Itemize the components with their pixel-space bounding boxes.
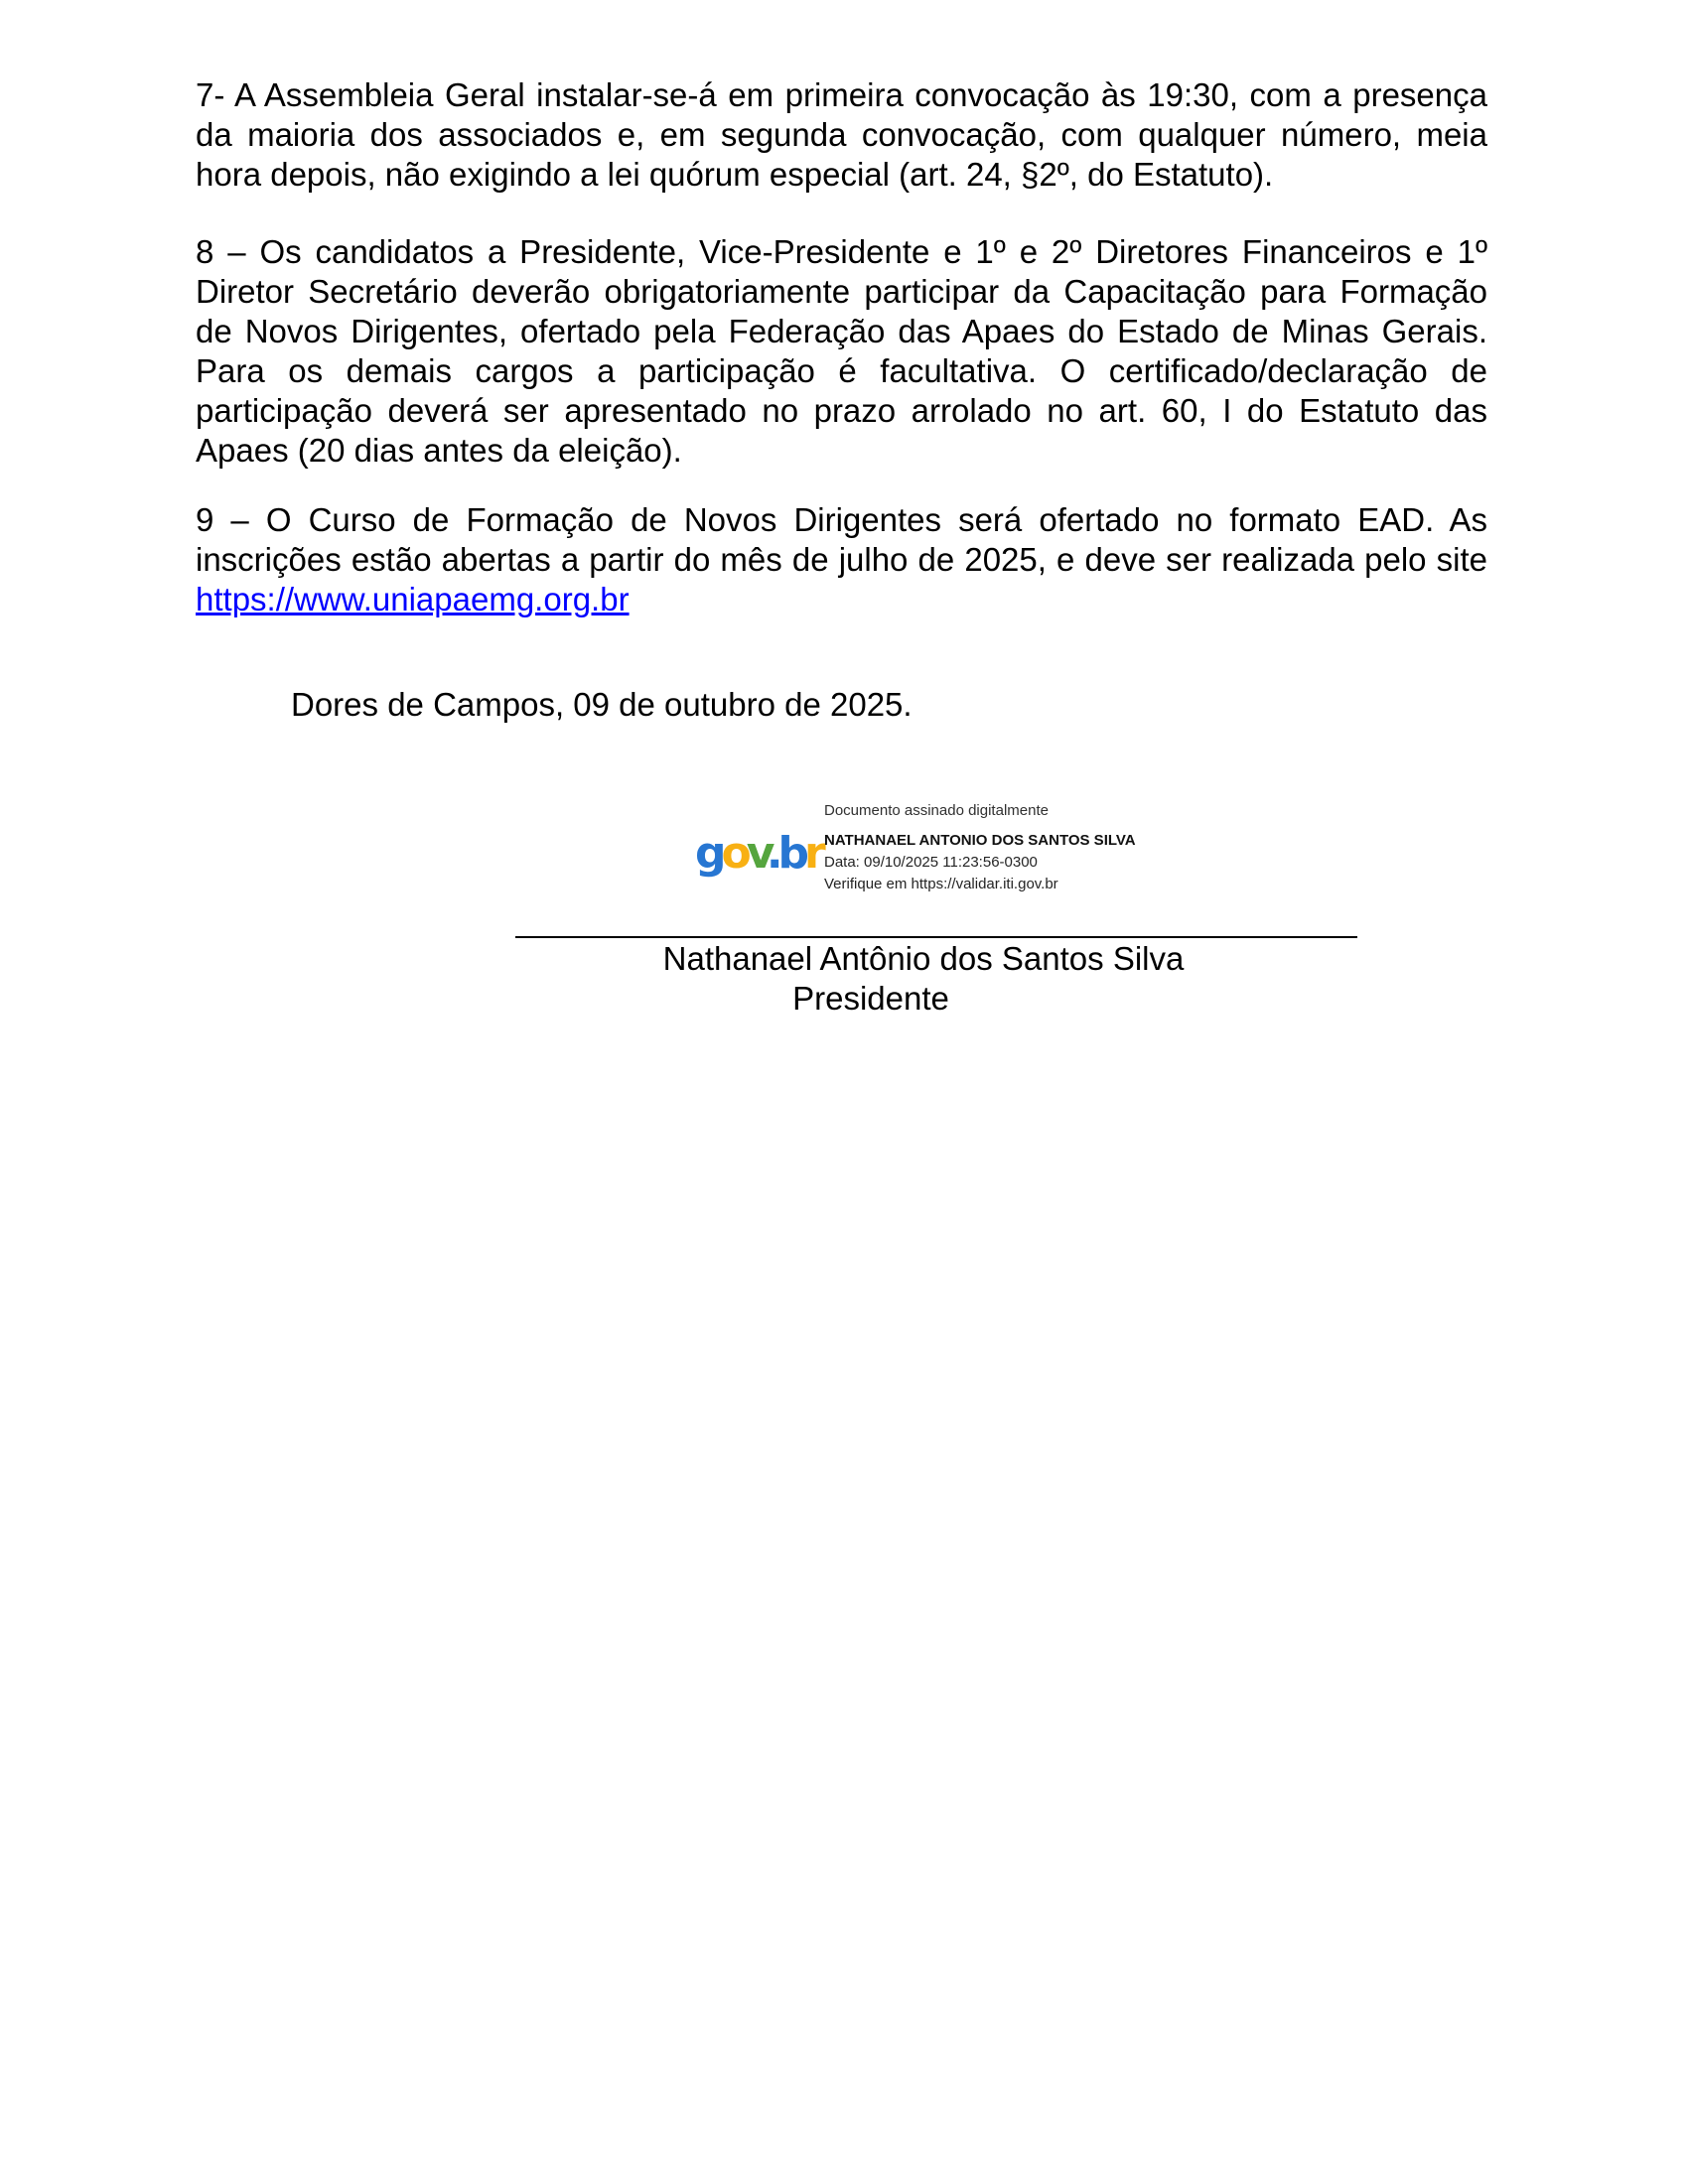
- stamp-details: [824, 830, 1136, 895]
- govbr-logo-letter: o: [721, 828, 747, 879]
- signer-role: Presidente: [792, 980, 949, 1017]
- govbr-logo-letter: b: [777, 828, 805, 879]
- signer-name: Nathanael Antônio dos Santos Silva: [662, 940, 1185, 977]
- date-place-line: Dores de Campos, 09 de outubro de 2025.: [291, 686, 913, 723]
- govbr-logo-letter: r: [804, 828, 821, 879]
- govbr-logo: [695, 828, 821, 879]
- paragraph-8: 8 – Os candidatos a Presidente, Vice-Presidente e 1º e 2º Diretores Financeiros e 1º Diretor Secretário deverão obrigatoriamente participar da Capacitação para Formação de Novos Dirigentes, ofertado pela Federação das Apaes do Estado de Minas Gerais. Para os demais cargos a participação é facultativa. O certificado/declaração de participação deverá ser apresentado no prazo arrolado no art. 60, I do Estatuto das Apaes (20 dias antes da eleição).: [196, 233, 1487, 469]
- uniapaemg-link[interactable]: https://www.uniapaemg.org.br: [196, 581, 630, 617]
- paragraph-7: 7- A Assembleia Geral instalar-se-á em primeira convocação às 19:30, com a presença da maioria dos associados e, em segunda convocação, com qualquer número, meia hora depois, não exigindo a lei quórum especial (art. 24, §2º, do Estatuto).: [196, 76, 1487, 193]
- paragraph-9: [196, 500, 1487, 619]
- stamp-header: Documento assinado digitalmente: [824, 802, 1049, 819]
- govbr-logo-letter: .: [766, 828, 778, 879]
- govbr-logo-letter: v: [746, 828, 767, 879]
- stamp-signer-name: NATHANAEL ANTONIO DOS SANTOS SILVA: [824, 832, 1136, 849]
- stamp-signature-date: Data: 09/10/2025 11:23:56-0300: [824, 854, 1038, 871]
- govbr-logo-letter: g: [695, 828, 722, 879]
- signature-rule: [515, 936, 1357, 938]
- paragraph-9-text: 9 – O Curso de Formação de Novos Dirigentes será ofertado no formato EAD. As inscrições estão abertas a partir do mês de julho de 2025, e deve ser realizada pelo site: [196, 501, 1487, 578]
- stamp-verify-url: Verifique em https://validar.iti.gov.br: [824, 876, 1058, 892]
